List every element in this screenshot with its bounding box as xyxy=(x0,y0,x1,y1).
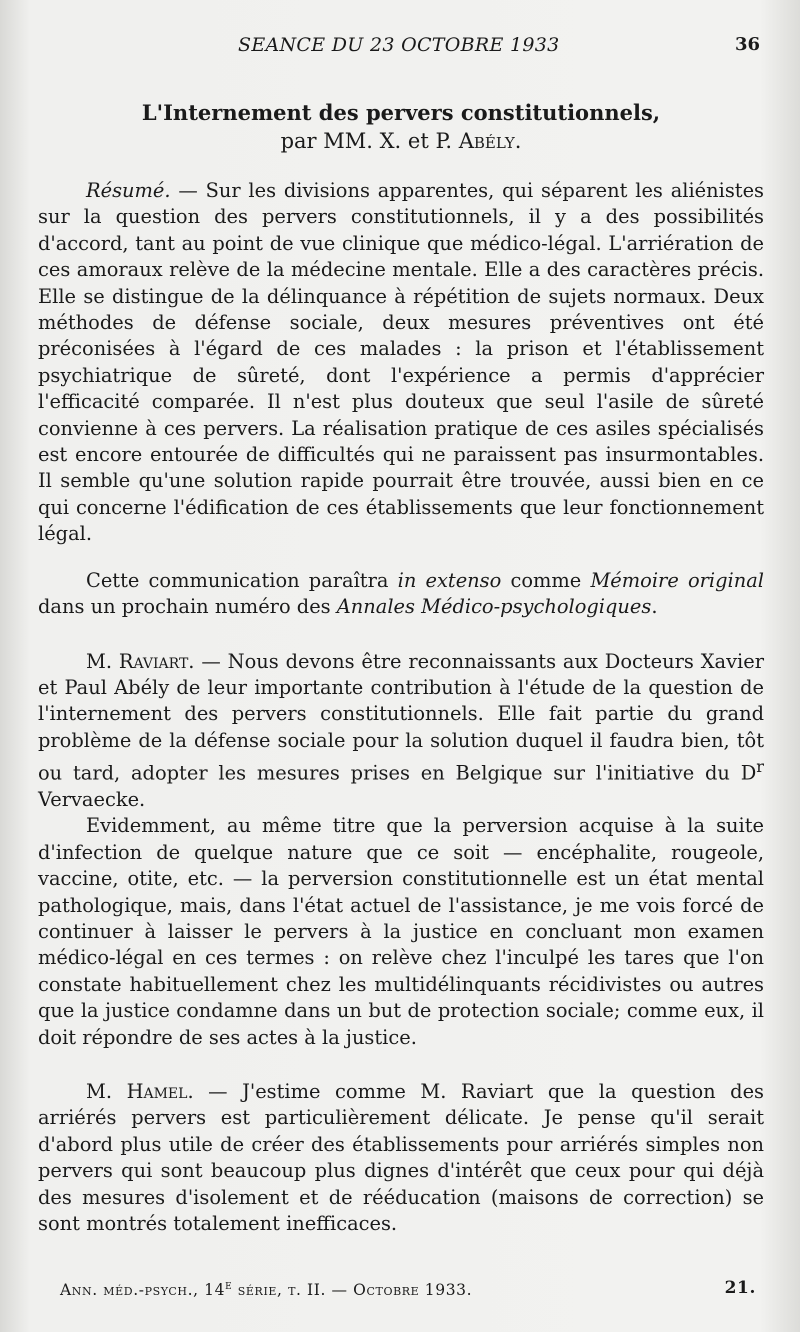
superscript: r xyxy=(756,757,764,777)
citation-text: Ann. méd.-psych., 14 xyxy=(60,1281,226,1300)
citation-text: série, t. II. — Octobre 1933. xyxy=(232,1281,473,1300)
article-title: L'Internement des pervers constitutionnels, xyxy=(141,100,661,125)
hamel-text: — J'estime comme M. Raviart que la question des arriérés pervers est particulièrement délicate. Je pense qu'il serait d'abord plus utile de créer des établissements pour arriérés simples non pervers qui sont beaucoup plus dignes d'intérêt que ceux pour qui déjà des mesures d'isolement et de rééducation (maisons de correction) se sont montrés totalement inefficaces. xyxy=(38,1080,764,1236)
byline-prefix: par MM. X. et P. xyxy=(280,129,459,153)
raviart-remark xyxy=(38,649,764,814)
superscript: e xyxy=(225,1278,233,1293)
summary-text: — Sur les divisions apparentes, qui séparent les aliénistes sur la question des pervers constitutionnels, il y a des possibilités d'accord, tant au point de vue clinique que médico-légal. L'arriération de ces amoraux relève de la médecine mentale. Elle a des caractères précis. Elle se distingue de la délinquance à répétition de sujets normaux. Deux méthodes de défense sociale, deux mesures préventives ont été préconisées à l'égard de ces malades : la prison et l'établissement psychiatrique de sûreté, dont l'expérience a permis d'apprécier l'efficacité comparée. Il n'est plus douteux que seul l'asile de sûreté convienne à ces pervers. La réalisation pratique de ces asiles spécialisés est encore entourée de difficultés qui ne paraissent pas insurmontables. Il semble qu'une solution rapide pourrait être trouvée, aussi bien en ce qui concerne l'édification de ces établissements que leur fonctionnement légal. xyxy=(38,179,764,546)
article-byline xyxy=(38,127,764,156)
raviart-text-end: Vervaecke. xyxy=(38,788,146,811)
speaker-hamel: M. Hamel. xyxy=(86,1080,194,1104)
page-footer xyxy=(60,1278,756,1299)
note-text: comme xyxy=(501,568,591,592)
publication-note xyxy=(38,568,764,621)
note-text: dans un prochain numéro des xyxy=(38,595,337,619)
summary-paragraph xyxy=(38,178,764,548)
raviart-remark-continued: Evidemment, au même titre que la perversion acquise à la suite d'infection de quelque nature que ce soit — encéphalite, rougeole, vaccine, otite, etc. — la perversion constitutionnelle est un état mental pathologique, mais, dans l'état actuel de l'assistance, je me vois forcé de continuer à laisser le pervers à la justice en concluant mon examen médico-légal en ces termes : on relève chez l'inculpé les tares que l'on constate habituellement chez les multidélinquants récidivistes ou autres que la justice condamne dans un but de protection sociale; comme eux, il doit répondre de ses actes à la justice. xyxy=(38,814,764,1049)
byline-author: Abély. xyxy=(458,129,522,153)
raviart-text: — Nous devons être reconnaissants aux Docteurs Xavier et Paul Abély de leur importante contribution à l'étude de la question de l'internement des pervers constitutionnels. Elle fait partie du grand problème de la défense sociale pour la solution duquel il faudra bien, tôt ou tard, adopter les mesures prises en Belgique sur l'initiative du D xyxy=(38,649,764,785)
note-text: . xyxy=(651,595,658,619)
page-number: 36 xyxy=(734,34,760,55)
note-italic: in extenso xyxy=(397,568,502,592)
note-italic: Annales Médico-psychologiques xyxy=(336,595,652,619)
hamel-remark xyxy=(38,1079,764,1237)
summary-label: Résumé. xyxy=(86,179,171,202)
note-italic: Mémoire original xyxy=(590,568,764,592)
journal-citation xyxy=(60,1278,473,1300)
running-title: SEANCE DU 23 OCTOBRE 1933 xyxy=(238,34,560,56)
article-heading xyxy=(38,98,764,156)
running-head xyxy=(38,30,764,64)
signature-mark: 21. xyxy=(724,1278,756,1298)
note-text: Cette communication paraîtra xyxy=(86,568,398,592)
speaker-raviart: M. Raviart. xyxy=(86,649,195,673)
